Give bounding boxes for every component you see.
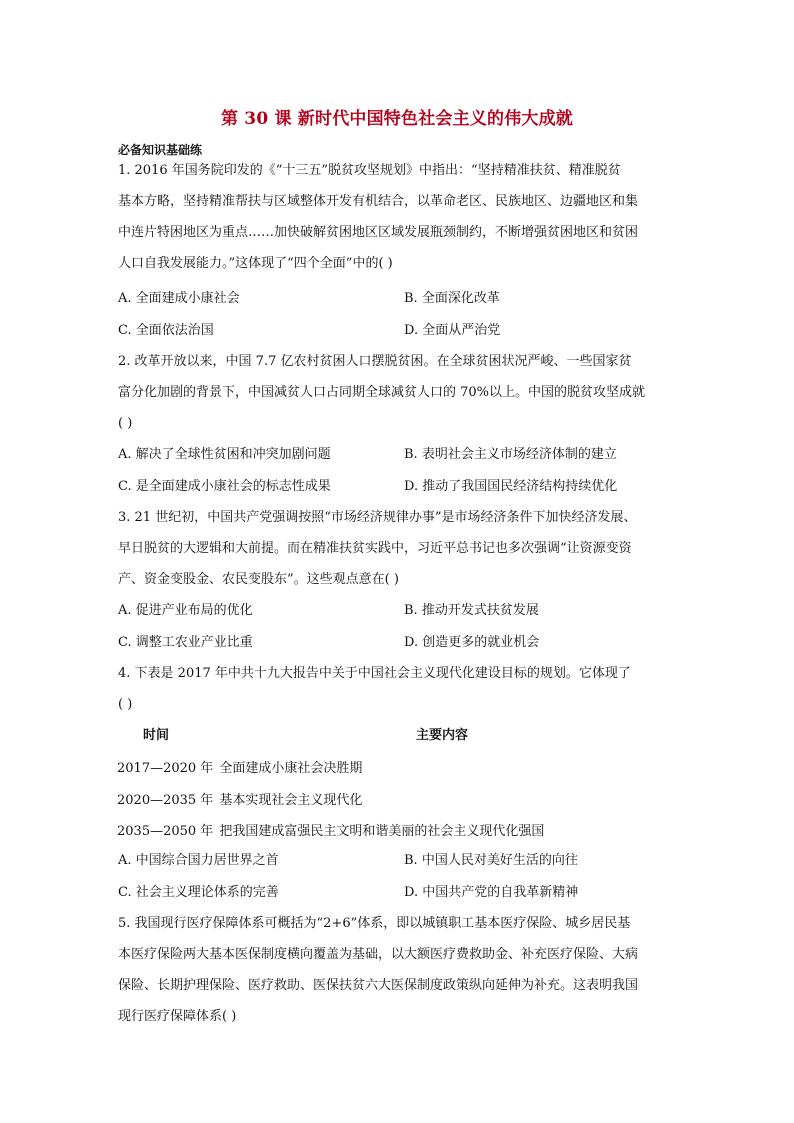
option-a[interactable]: A. 全面建成小康社会: [118, 291, 240, 306]
option-b[interactable]: B. 全面深化改革: [404, 291, 500, 306]
question-line: 产、资金变股金、农民变股东”。这些观点意在( ): [118, 572, 399, 587]
row-period: 2020—2035 年: [117, 792, 214, 808]
question-line: 现行医疗保障体系( ): [118, 1009, 237, 1024]
option-c[interactable]: C. 调整工农业产业比重: [118, 634, 253, 650]
table-header-content: 主要内容: [416, 728, 469, 743]
question-line: 中连片特困地区为重点……加快破解贫困地区区域发展瓶颈制约，不断增强贫困地区和贫困: [118, 225, 639, 240]
table-row: [117, 816, 544, 848]
option-d[interactable]: D. 推动了我国国民经济结构持续优化: [404, 478, 618, 494]
row-content: 基本实现社会主义现代化: [219, 792, 363, 808]
section-heading: 必备知识基础练: [118, 143, 203, 157]
option-a[interactable]: A. 解决了全球性贫困和冲突加剧问题: [118, 447, 331, 462]
question-1: [118, 155, 678, 279]
question-1-options: [118, 283, 678, 346]
plan-table: [117, 753, 544, 848]
question-3: [118, 502, 678, 595]
question-3-options: [118, 595, 678, 658]
question-5: [118, 908, 678, 1032]
option-a[interactable]: A. 促进产业布局的优化: [118, 603, 253, 618]
option-a[interactable]: A. 中国综合国力居世界之首: [118, 853, 279, 868]
option-c[interactable]: C. 社会主义理论体系的完善: [118, 884, 279, 900]
question-4-options: [118, 845, 678, 908]
option-b[interactable]: B. 推动开发式扶贫发展: [404, 603, 539, 618]
option-b[interactable]: B. 中国人民对美好生活的向往: [404, 853, 578, 868]
page-title: 第 30 课 新时代中国特色社会主义的伟大成就: [220, 109, 573, 129]
option-c[interactable]: C. 是全面建成小康社会的标志性成果: [118, 478, 331, 494]
question-line: 人口自我发展能力。”这体现了“四个全面”中的( ): [118, 256, 393, 271]
table-row: [117, 753, 544, 785]
question-line: 4. 下表是 2017 年中共十九大报告中关于中国社会主义现代化建设目标的规划。它体现了: [118, 666, 631, 681]
option-d[interactable]: D. 全面从严治党: [404, 322, 501, 338]
table-header-time: 时间: [143, 728, 170, 743]
row-content: 把我国建成富强民主文明和谐美丽的社会主义现代化强国: [219, 824, 545, 839]
row-period: 2035—2050 年: [117, 824, 214, 839]
question-line: 5. 我国现行医疗保障体系可概括为“2+6”体系，即以城镇职工基本医疗保险、城乡居民基: [118, 916, 631, 931]
question-line: 早日脱贫的大逻辑和大前提。而在精准扶贫实践中，习近平总书记也多次强调“让资源变资: [118, 541, 632, 556]
table-row: [117, 785, 544, 817]
question-line: 2. 改革开放以来，中国 7.7 亿农村贫困人口摆脱贫困。在全球贫困状况严峻、一些国家贫: [118, 354, 632, 369]
question-line: 富分化加剧的背景下，中国减贫人口占同期全球减贫人口的 70%以上。中国的脱贫攻坚成就: [118, 385, 646, 400]
question-4: [118, 658, 678, 720]
question-line: ( ): [118, 416, 133, 431]
row-period: 2017—2020 年: [117, 761, 214, 776]
question-line: 基本方略，坚持精准帮扶与区域整体开发有机结合，以革命老区、民族地区、边疆地区和集: [118, 194, 639, 209]
question-line: 保险、长期护理保险、医疗救助、医保扶贫六大医保制度政策纵向延伸为补充。这表明我国: [118, 978, 639, 993]
row-content: 全面建成小康社会决胜期: [219, 761, 363, 776]
question-line: ( ): [118, 697, 133, 712]
question-line: 本医疗保险两大基本医保制度横向覆盖为基础，以大额医疗费救助金、补充医疗保险、大病: [118, 947, 639, 962]
option-d[interactable]: D. 中国共产党的自我革新精神: [404, 884, 579, 900]
option-b[interactable]: B. 表明社会主义市场经济体制的建立: [404, 447, 617, 462]
question-line: 1. 2016 年国务院印发的《“十三五”脱贫攻坚规划》中指出：“坚持精准扶贫、精准脱贫: [118, 163, 621, 178]
question-line: 3. 21 世纪初，中国共产党强调按照“市场经济规律办事”是市场经济条件下加快经济发展、: [118, 510, 637, 525]
question-2-options: [118, 439, 678, 502]
question-2: [118, 346, 678, 439]
option-c[interactable]: C. 全面依法治国: [118, 322, 214, 338]
option-d[interactable]: D. 创造更多的就业机会: [404, 634, 540, 650]
